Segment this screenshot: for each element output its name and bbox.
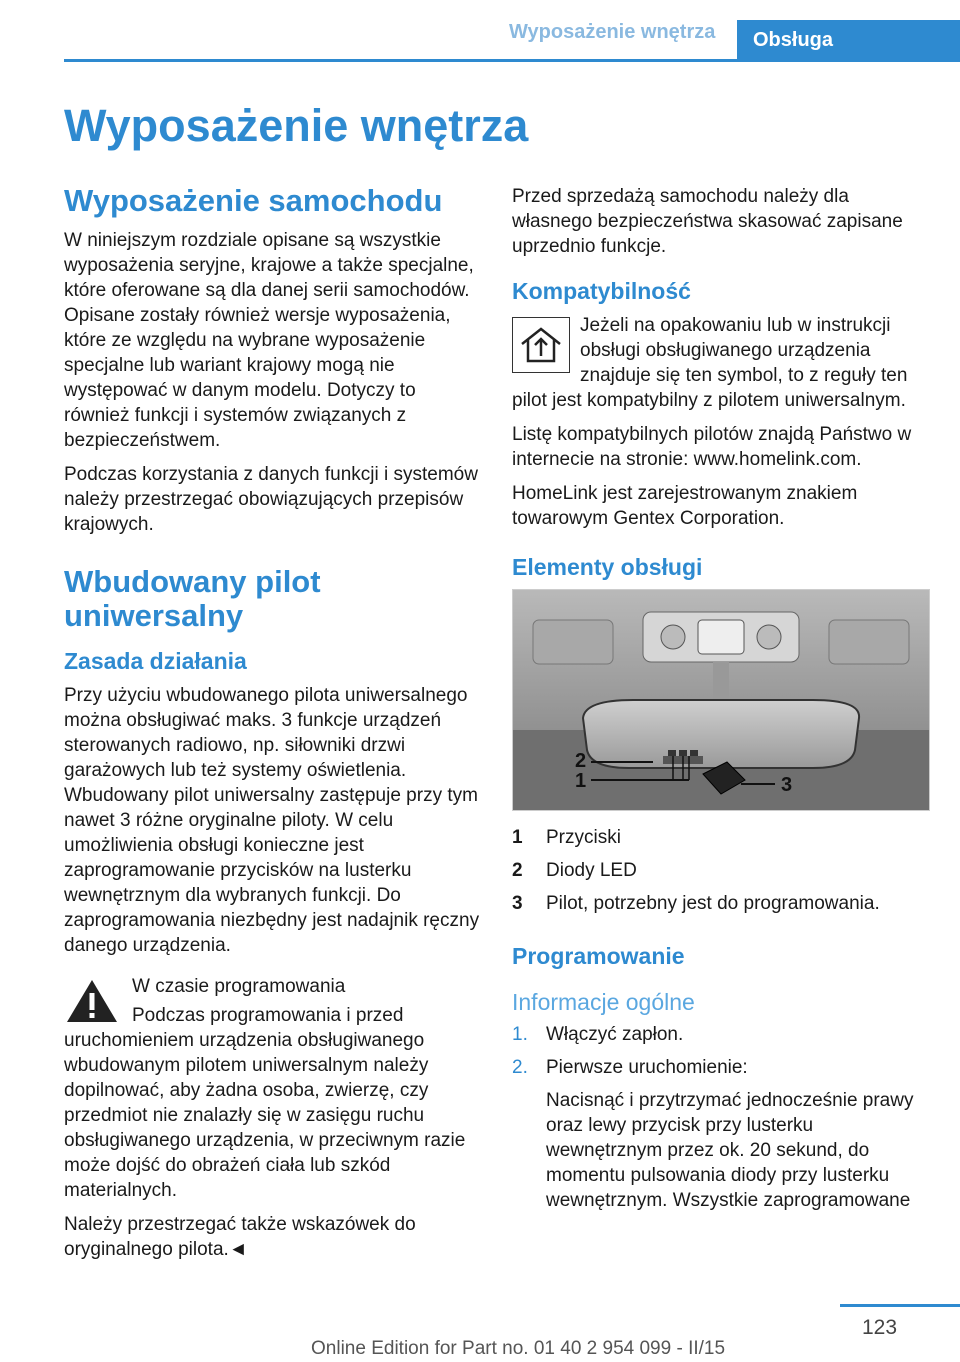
chapter-tab: Obsługa	[737, 20, 960, 61]
heading-programming: Programowanie	[512, 943, 685, 969]
callout-2: 2	[575, 750, 587, 772]
header-rule	[64, 59, 960, 62]
paragraph: Podczas korzystania z danych funkcji i systemów należy przestrzegać obowiązujących przepisów krajowych.	[64, 464, 478, 535]
legend-text: Pilot, potrzebny jest do programowania.	[546, 893, 880, 914]
right-column	[512, 184, 932, 1222]
page-number: 123	[862, 1316, 898, 1339]
step-number: 2.	[512, 1057, 528, 1078]
section-label: Wyposażenie wnętrza	[509, 21, 716, 43]
paragraph: HomeLink jest zarejestrowanym znakiem towarowym Gentex Corporation.	[512, 483, 858, 529]
paragraph: Listę kompatybilnych pilotów znajdą Państwo w internecie na stronie: www.homelink.com.	[512, 424, 912, 470]
step-item	[512, 1055, 932, 1080]
heading-compatibility: Kompatybilność	[512, 278, 691, 304]
step-detail: Nacisnąć i przytrzymać jednocześnie prawy oraz lewy przycisk przy lusterku wewnętrznym przez ok. 20 sekund, do momentu pulsowania diody przy lusterku wewnętrznym. Wszystkie zaprogramowane	[546, 1090, 914, 1211]
heading-equipment: Wyposażenie samochodu	[64, 183, 443, 218]
mirror-figure	[512, 589, 930, 811]
step-item	[512, 1022, 932, 1047]
paragraph: W niniejszym rozdziale opisane są wszystkie wyposażenia seryjne, krajowe a także specjalne, które oferowane są dla danej serii samochodów. Opisane zostały również wersje wyposażenia, które ze względu na wybrane wyposażenie specjalne lub wariant krajowy mogą nie występować w danym modelu. Dotyczy to również funkcji i systemów związanych z bezpieczeństwem.	[64, 230, 474, 451]
edition-label: Online Edition for Part no. 01 40 2 954 099 - II/15	[311, 1338, 726, 1359]
callout-3: 3	[781, 774, 793, 796]
homelink-symbol	[512, 317, 570, 373]
warning-note	[64, 974, 484, 1203]
legend-item	[512, 891, 932, 916]
legend-number: 3	[512, 893, 523, 914]
paragraph: Jeżeli na opakowaniu lub w instrukcji obsługi obsługiwanego urządzenia znajduje się ten symbol, to z reguły ten pilot jest kompatybilny z pilotem uniwersalnym.	[512, 315, 908, 411]
heading-controls: Elementy obsługi	[512, 554, 703, 580]
paragraph: Przed sprzedażą samochodu należy dla własnego bezpieczeństwa skasować zapisane uprzednio funkcje.	[512, 186, 903, 257]
heading-universal-remote: Wbudowany pilot uniwersalny	[64, 564, 321, 633]
step-text: Pierwsze uruchomienie:	[546, 1057, 748, 1078]
footer-rule	[840, 1304, 960, 1307]
house-icon	[518, 325, 564, 365]
legend-item	[512, 825, 932, 850]
legend-number: 1	[512, 827, 523, 848]
page-title: Wyposażenie wnętrza	[64, 100, 529, 151]
paragraph: Przy użyciu wbudowanego pilota uniwersalnego można obsługiwać maks. 3 funkcje urządzeń sterowanych radiowo, np. siłowniki drzwi garażowych lub też systemy oświetlenia. Wbudowany pilot uniwersalny zastępuje przy tym nawet 3 różne oryginalne piloty. W celu umożliwienia obsługi konieczne jest zaprogramowanie przycisków na lusterku wewnętrznym dla wybranych funkcji. Do zaprogramowania niezbędny jest nadajnik ręczny danego urządzenia.	[64, 685, 480, 956]
warning-text: Podczas programowania i przed uruchomieniem urządzenia obsługiwanego wbudowanym pilotem uniwersalnym należy dopilnować, aby żadna osoba, zwierzę, czy przedmiot nie znalazły się w zasięgu ruchu obsługiwanego urządzenia, w przeciwnym razie może dojść do obrażeń ciała lub szkód materialnych.	[64, 1005, 466, 1201]
callout-1: 1	[575, 770, 587, 792]
step-number: 1.	[512, 1024, 528, 1045]
step-text: Włączyć zapłon.	[546, 1024, 684, 1045]
heading-general-info: Informacje ogólne	[512, 989, 695, 1015]
rear-view-mirror-illustration	[513, 590, 929, 810]
page-header	[0, 0, 960, 62]
legend-number: 2	[512, 860, 523, 881]
warning-title: W czasie programowania	[132, 976, 346, 997]
legend-text: Diody LED	[546, 860, 637, 881]
heading-principle: Zasada działania	[64, 648, 247, 674]
legend-item	[512, 858, 932, 883]
warning-tail: Należy przestrzegać także wskazówek do oryginalnego pilota.◄	[64, 1214, 416, 1260]
warning-triangle-icon	[64, 976, 120, 1026]
legend-text: Przyciski	[546, 827, 621, 848]
left-column	[64, 184, 484, 1271]
compat-note	[512, 313, 932, 413]
